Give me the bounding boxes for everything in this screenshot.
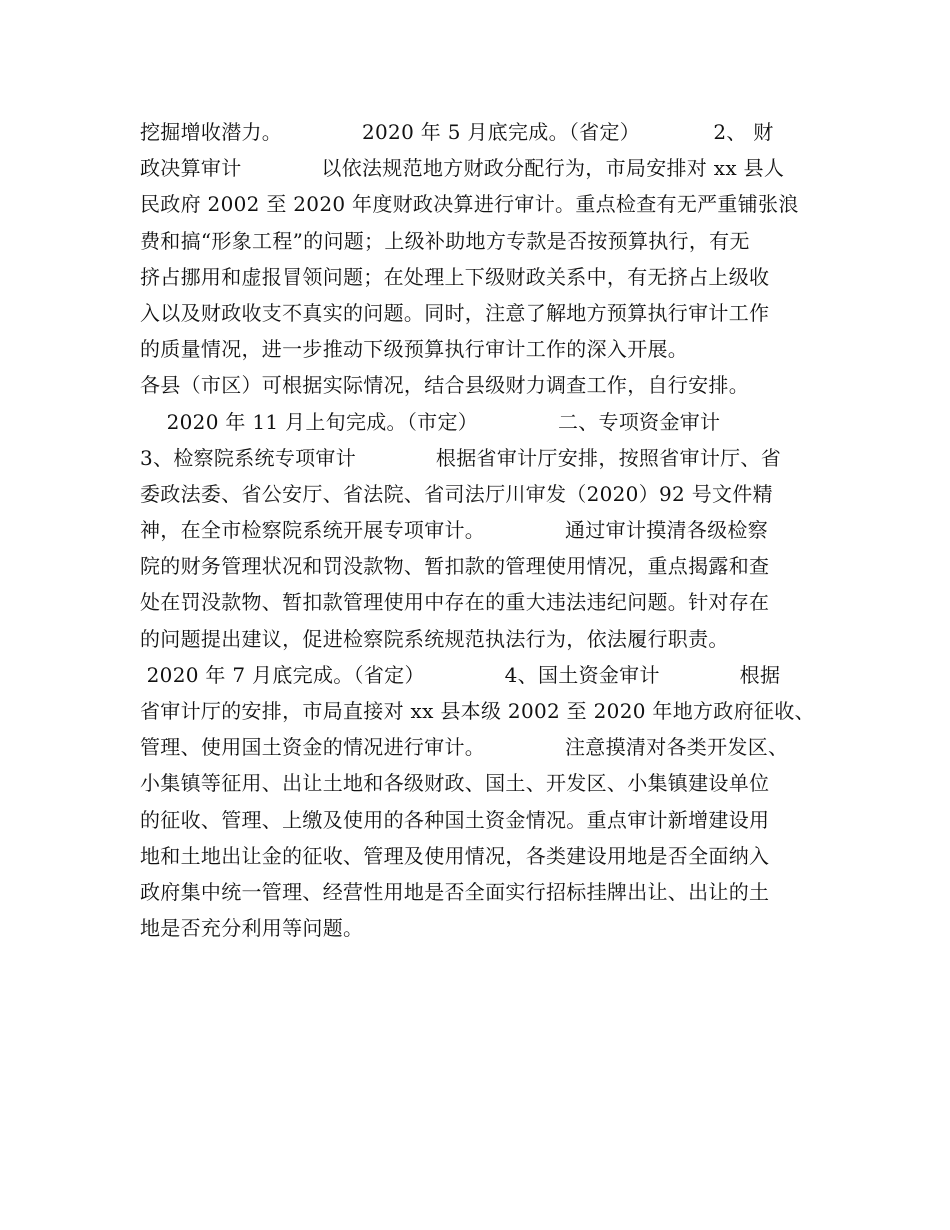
text-line: 2020 年 7 月底完成。（省定） 4、国土资金审计 根据	[140, 662, 781, 687]
text-line: 2020 年 11 月上旬完成。（市定） 二、专项资金审计	[140, 409, 721, 434]
text-line: 的质量情况，进一步推动下级预算执行审计工作的深入开展。	[140, 337, 689, 362]
body-text	[140, 114, 840, 946]
text-line: 省审计厅的安排，市局直接对 xx 县本级 2002 至 2020 年地方政府征收、	[140, 699, 815, 723]
text-line: 的征收、管理、上缴及使用的各种国土资金情况。重点审计新增建设用	[140, 807, 770, 832]
text-line: 地和土地出让金的征收、管理及使用情况，各类建设用地是否全面纳入	[140, 843, 770, 868]
text-line: 院的财务管理状况和罚没款物、暂扣款的管理使用情况，重点揭露和查	[140, 554, 770, 579]
text-line: 小集镇等征用、出让土地和各级财政、国土、开发区、小集镇建设单位	[140, 771, 770, 796]
text-line: 政决算审计 以依法规范地方财政分配行为，市局安排对 xx 县人	[140, 156, 785, 181]
text-line: 挤占挪用和虚报冒领问题；在处理上下级财政关系中，有无挤占上级收	[140, 264, 770, 289]
text-line: 的问题提出建议，促进检察院系统规范执法行为，依法履行职责。	[140, 626, 729, 651]
text-line: 各县（市区）可根据实际情况，结合县级财力调查工作，自行安排。	[140, 373, 749, 398]
text-line: 管理、使用国土资金的情况进行审计。 注意摸清对各类开发区、	[140, 735, 789, 760]
text-line: 处在罚没款物、暂扣款管理使用中存在的重大违法违纪问题。针对存在	[140, 590, 770, 615]
text-line: 挖掘增收潜力。 2020 年 5 月底完成。（省定） 2、 财	[140, 120, 774, 144]
text-line: 委政法委、省公安厅、省法院、省司法厅川审发（2020）92 号文件精	[140, 481, 773, 506]
text-line: 费和搞“形象工程”的问题；上级补助地方专款是否按预算执行，有无	[140, 228, 750, 253]
text-line: 入以及财政收支不真实的问题。同时，注意了解地方预算执行审计工作	[140, 300, 770, 325]
text-line: 神，在全市检察院系统开展专项审计。 通过审计摸清各级检察	[140, 518, 768, 543]
text-line: 地是否充分利用等问题。	[140, 916, 364, 941]
text-line: 民政府 2002 至 2020 年度财政决算进行审计。重点检查有无严重铺张浪	[140, 192, 799, 217]
text-line: 政府集中统一管理、经营性用地是否全面实行招标挂牌出让、出让的土	[140, 879, 770, 904]
text-line: 3、检察院系统专项审计 根据省审计厅安排，按照省审计厅、省	[140, 445, 782, 470]
